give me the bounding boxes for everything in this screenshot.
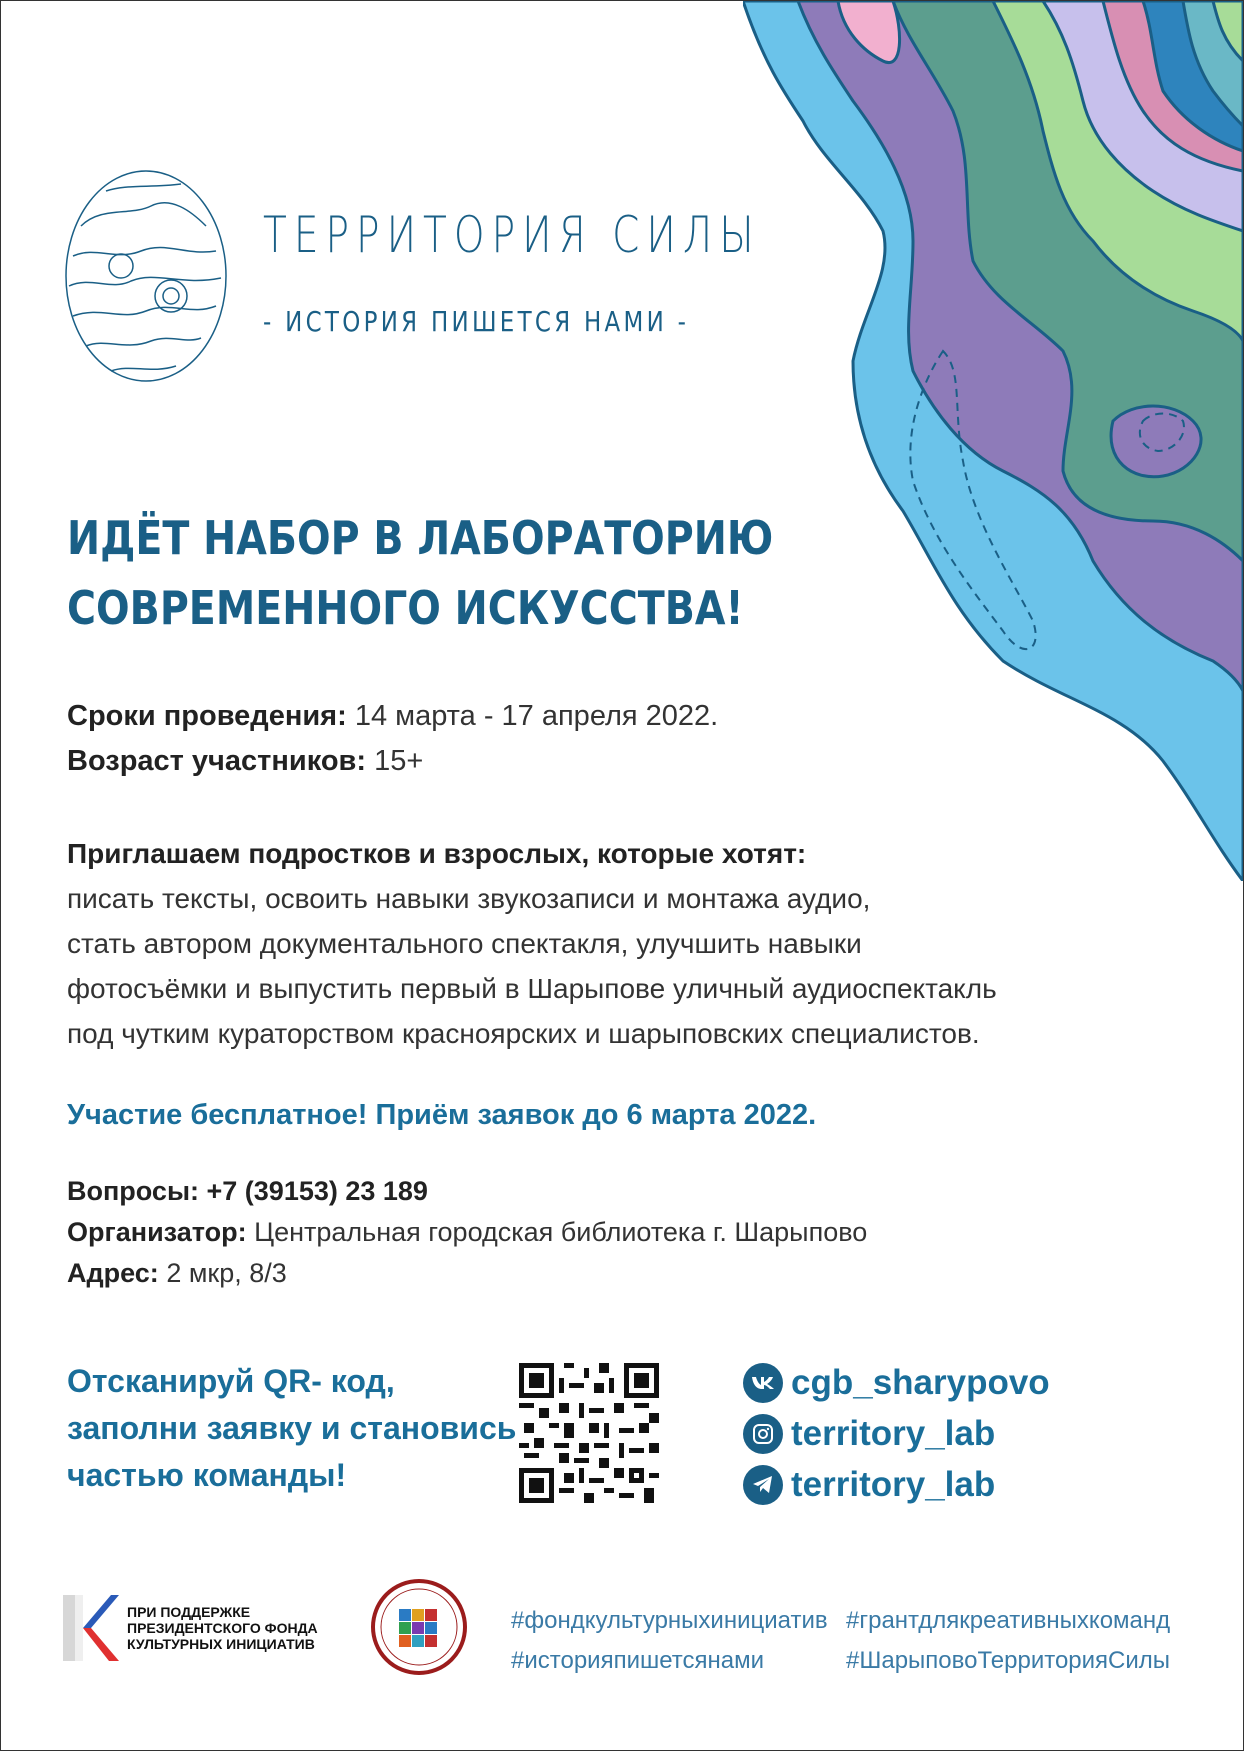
invite-line: писать тексты, освоить навыки звукозаписи и монтажа аудио, — [67, 883, 871, 914]
topographic-logo-icon — [61, 166, 231, 386]
organizer-value: Центральная городская библиотека г. Шарыпово — [254, 1217, 868, 1247]
invite-lead: Приглашаем подростков и взрослых, которые хотят: — [67, 838, 807, 869]
hashtags-column-2 — [846, 1601, 1170, 1681]
hashtags-column-1 — [511, 1601, 828, 1681]
logo-subtitle: - ИСТОРИЯ ПИШЕТСЯ НАМИ - — [263, 305, 690, 338]
fund-text-line: ПРИ ПОДДЕРЖКЕ — [127, 1604, 251, 1620]
age-label: Возраст участников: — [67, 745, 367, 777]
cta-line-2: заполни заявку и становись — [67, 1410, 517, 1446]
hashtag[interactable]: #ШарыповоТерриторияСилы — [846, 1647, 1171, 1674]
organizer-label: Организатор: — [67, 1217, 247, 1247]
invite-line: фотосъёмки и выпустить первый в Шарыпове уличный аудиоспектакль — [67, 973, 997, 1004]
contacts-block — [67, 1171, 867, 1294]
telegram-icon — [743, 1465, 783, 1505]
fund-support-text — [127, 1604, 318, 1652]
instagram-icon — [743, 1414, 783, 1454]
presidential-fund-logo-icon — [63, 1595, 119, 1661]
cta-line-3: частью команды! — [67, 1457, 347, 1493]
fund-text-line: КУЛЬТУРНЫХ ИНИЦИАТИВ — [127, 1636, 315, 1652]
phone-number[interactable]: +7 (39153) 23 189 — [206, 1176, 428, 1206]
age-value: 15+ — [374, 745, 424, 777]
social-links — [743, 1357, 1050, 1510]
hashtag[interactable]: #историяпишетсянами — [511, 1647, 765, 1674]
headline-line-1: ИДЁТ НАБОР В ЛАБОРАТОРИЮ — [67, 511, 774, 565]
address-value: 2 мкр, 8/3 — [166, 1258, 287, 1288]
fund-text-line: ПРЕЗИДЕНТСКОГО ФОНДА — [127, 1620, 318, 1636]
headline — [67, 503, 773, 643]
dates-value: 14 марта - 17 апреля 2022. — [354, 700, 719, 732]
vk-handle: cgb_sharypovo — [791, 1362, 1050, 1402]
qr-call-to-action — [67, 1358, 516, 1499]
cta-line-1: Отсканируй QR- код, — [67, 1363, 395, 1399]
social-link-instagram[interactable] — [743, 1408, 1050, 1459]
questions-line — [67, 1171, 867, 1212]
social-link-telegram[interactable] — [743, 1459, 1050, 1510]
questions-label: Вопросы: — [67, 1176, 199, 1206]
hashtag[interactable]: #фондкультурныхинициатив — [511, 1607, 828, 1634]
telegram-handle: territory_lab — [791, 1464, 996, 1504]
invite-paragraph — [67, 831, 997, 1056]
vk-icon — [743, 1363, 783, 1403]
topographic-decoration — [743, 1, 1243, 881]
logo-title: ТЕРРИТОРИЯ СИЛЫ — [263, 206, 761, 264]
address-line — [67, 1253, 867, 1294]
qr-code[interactable] — [519, 1363, 659, 1503]
address-label: Адрес: — [67, 1258, 159, 1288]
dates-line — [67, 694, 718, 739]
invite-line: стать автором документального спектакля, улучшить навыки — [67, 928, 862, 959]
hashtag[interactable]: #грантдлякреативныхкоманд — [846, 1607, 1171, 1634]
library-logo-icon — [371, 1579, 467, 1675]
social-link-vk[interactable] — [743, 1357, 1050, 1408]
dates-label: Сроки проведения: — [67, 700, 347, 732]
age-line — [67, 739, 423, 784]
instagram-handle: territory_lab — [791, 1413, 996, 1453]
free-participation-note: Участие бесплатное! Приём заявок до 6 марта 2022. — [67, 1099, 817, 1131]
headline-line-2: СОВРЕМЕННОГО ИСКУССТВА! — [67, 581, 744, 635]
invite-line: под чутким кураторством красноярских и шарыповских специалистов. — [67, 1018, 980, 1049]
organizer-line — [67, 1212, 867, 1253]
